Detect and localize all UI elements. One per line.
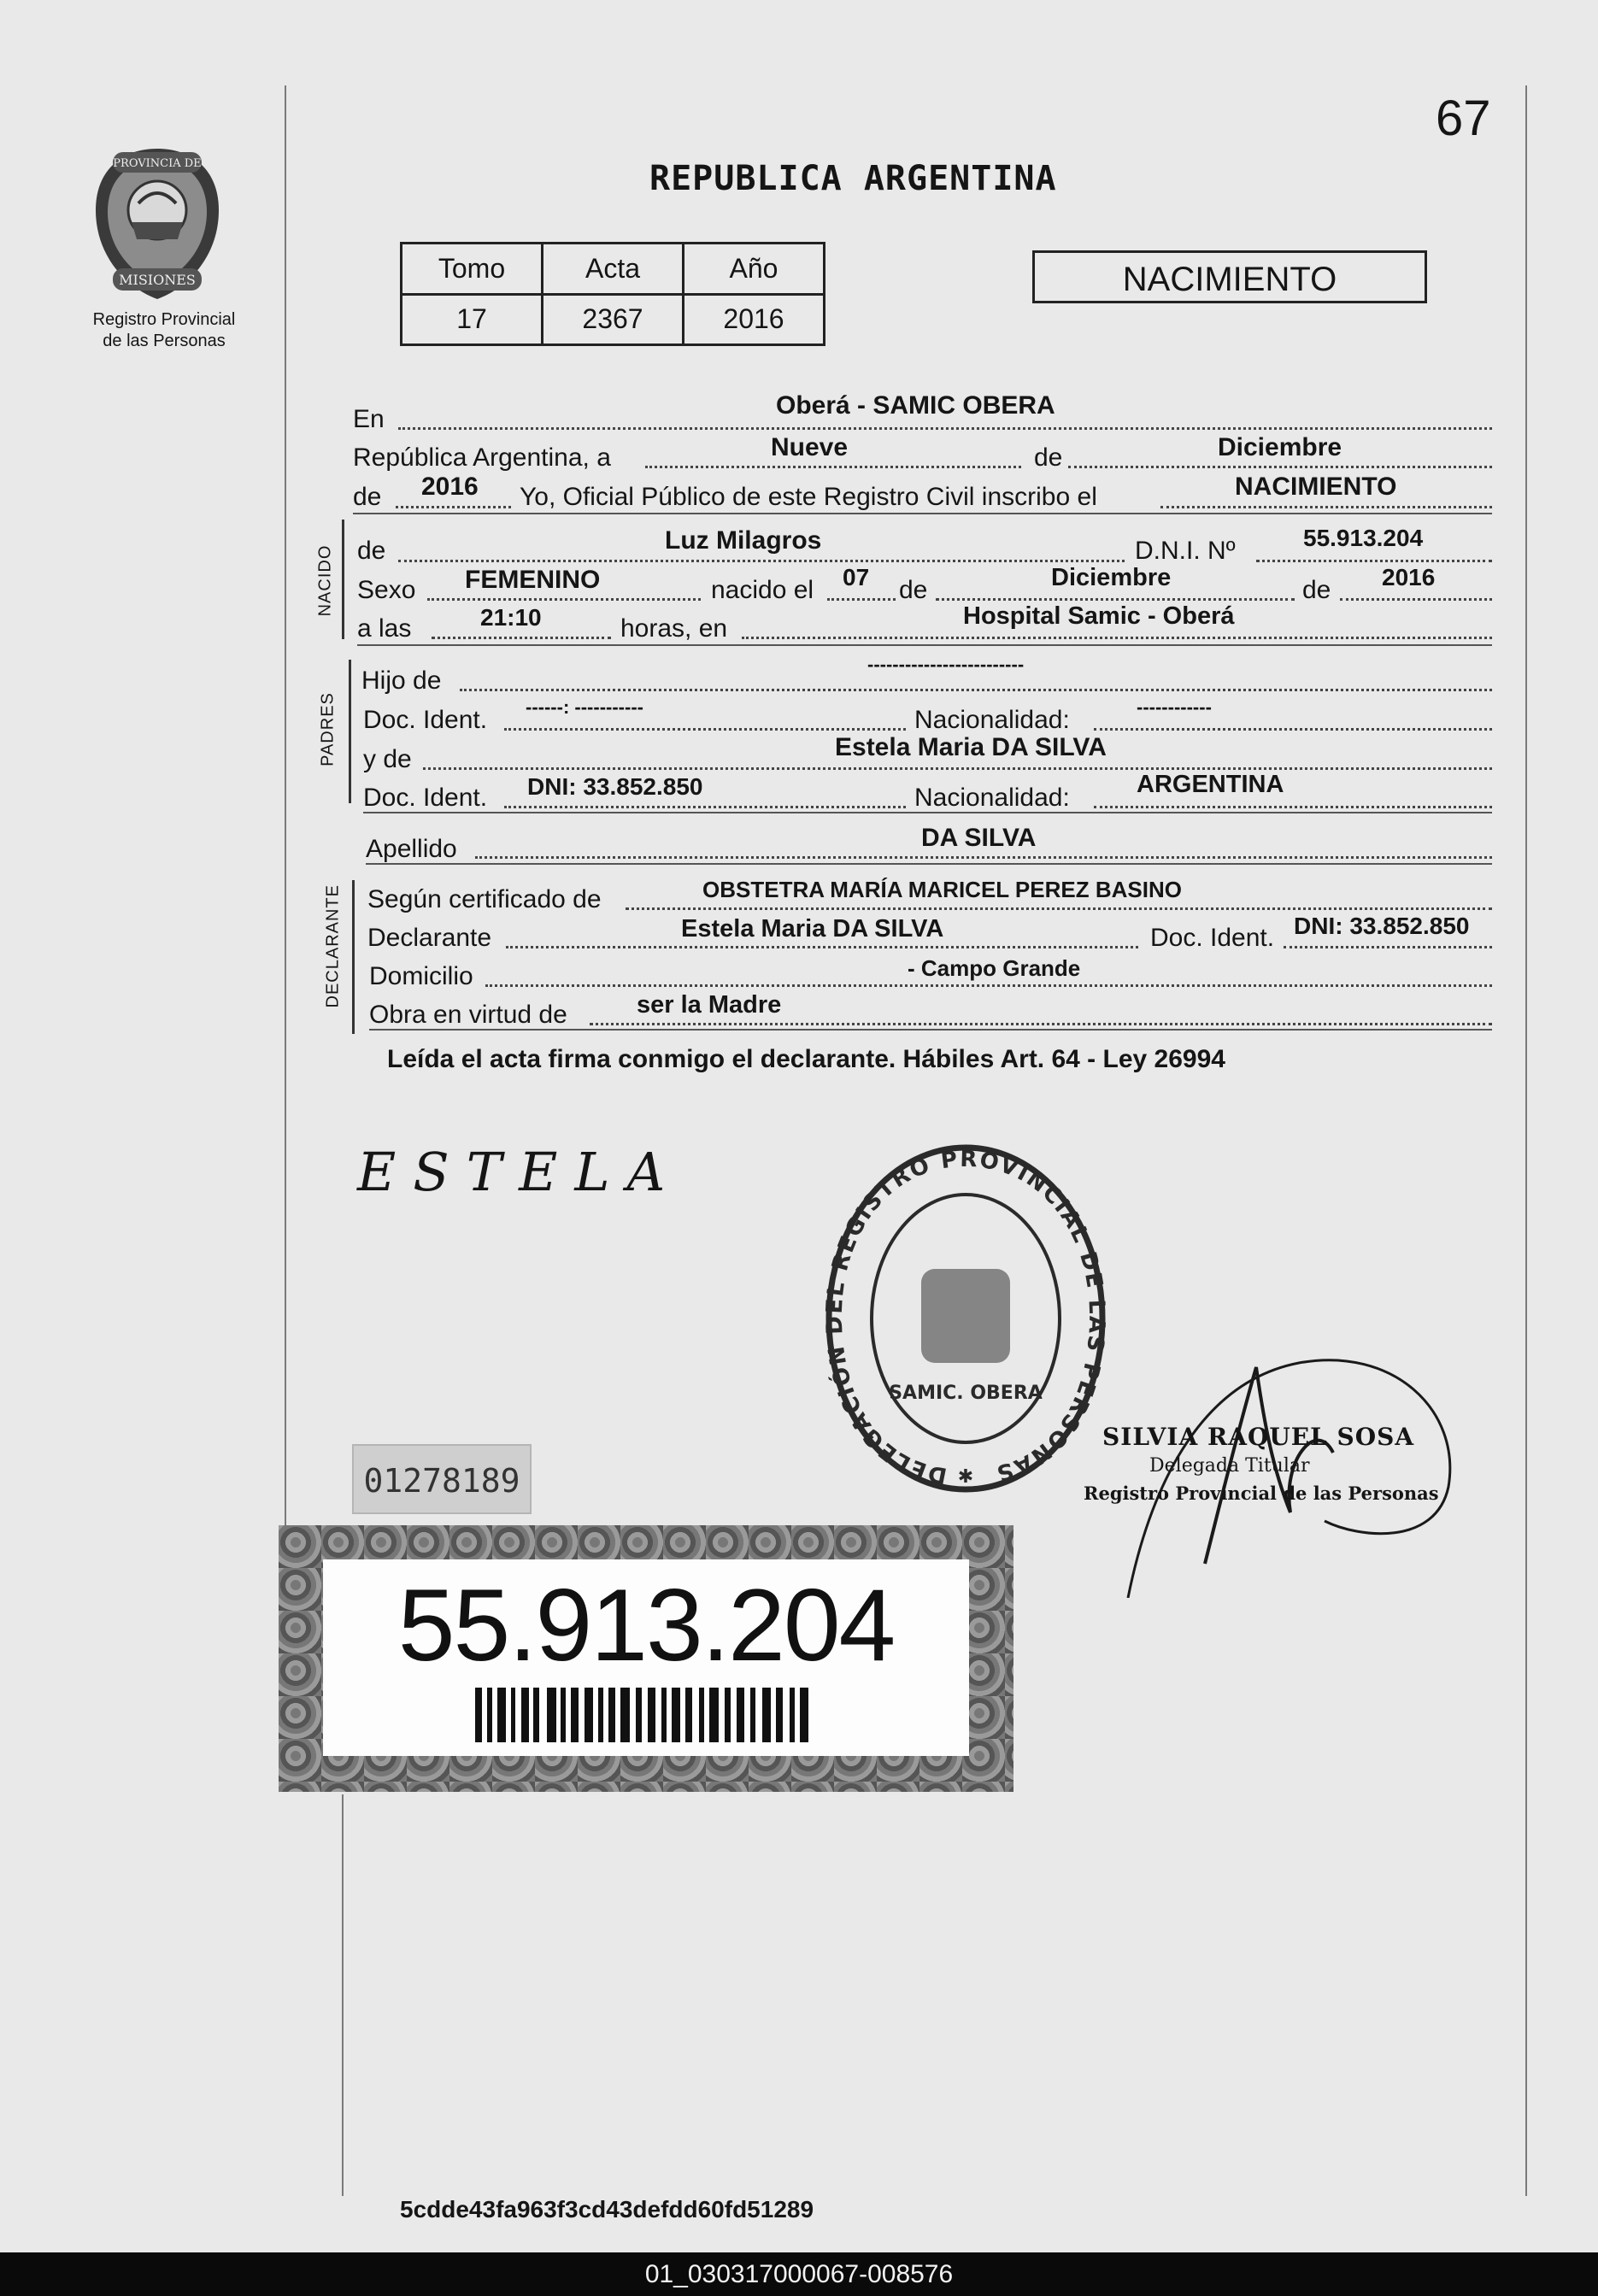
mother-nationality: ARGENTINA	[1137, 771, 1284, 798]
footer-bar	[0, 2252, 1598, 2296]
declarante-label: Declarante	[367, 924, 492, 952]
a-las-label: a las	[357, 614, 412, 643]
father-doc: ------: -----------	[526, 696, 643, 718]
domicilio-line	[485, 984, 1492, 987]
republica-label: República Argentina, a	[353, 443, 611, 472]
stamp-ring-text: DELEGACIÓN DEL REGISTRO PROVINCIAL DE LAS PERSONAS	[821, 1146, 1110, 1489]
seal-top-text: PROVINCIA DE	[113, 157, 202, 170]
barcode	[475, 1688, 817, 1742]
declarant-signature: ESTELA	[357, 1141, 683, 1203]
certificado-line	[626, 907, 1492, 910]
record-table-header: Tomo	[402, 244, 543, 295]
birth-de-label-year: de	[1302, 576, 1331, 604]
nacido-el-label: nacido el	[711, 576, 814, 604]
dni-label: D.N.I. Nº	[1135, 537, 1236, 565]
horas-label: horas, en	[620, 614, 728, 643]
birth-time: 21:10	[480, 604, 542, 631]
document-hash: 5cdde43fa963f3cd43defdd60fd51289	[400, 2196, 814, 2223]
seal-bottom-text: MISIONES	[119, 272, 196, 288]
domicilio-value: - Campo Grande	[908, 955, 1081, 981]
stamp-center-text: SAMIC. OBERA	[889, 1383, 1043, 1404]
de-label: de	[1034, 443, 1063, 472]
obra-line	[590, 1023, 1492, 1025]
registration-year: 2016	[421, 473, 479, 501]
father-nationality-label: Nacionalidad:	[914, 706, 1070, 734]
apellido-line	[475, 856, 1492, 859]
padres-underline	[363, 812, 1492, 813]
mother-name: Estela Maria DA SILVA	[835, 733, 1107, 761]
nacido-section-label: NACIDO	[315, 544, 335, 617]
birth-day: 07	[843, 564, 870, 590]
father-line	[460, 689, 1492, 691]
father-doc-label: Doc. Ident.	[363, 706, 488, 734]
closing-statement: Leída el acta firma conmigo el declarante. Hábiles Art. 64 - Ley 26994	[387, 1045, 1225, 1073]
day-line	[645, 466, 1021, 468]
en-label: En	[353, 405, 385, 433]
right-margin-line	[1525, 85, 1527, 2196]
record-type-box: NACIMIENTO	[1032, 250, 1427, 303]
obra-value: ser la Madre	[637, 991, 782, 1019]
dni-sticker-number: 55.913.204	[397, 1568, 895, 1682]
declarante-section-label: DECLARANTE	[323, 884, 343, 1008]
birth-de-label: de	[899, 576, 928, 604]
declarante-line	[506, 946, 1138, 948]
footer-id: 01_030317000067-008576	[644, 2260, 954, 2288]
padres-section-bar	[349, 660, 351, 803]
serial-label: 01278189	[352, 1444, 532, 1514]
record-table-header: Acta	[543, 244, 684, 295]
mother-doc-label: Doc. Ident.	[363, 784, 488, 812]
declarante-name: Estela Maria DA SILVA	[681, 915, 944, 942]
hijo-de-label: Hijo de	[361, 666, 442, 695]
apellido-value: DA SILVA	[921, 824, 1037, 852]
registry-caption-line1: Registro Provincial	[92, 310, 236, 329]
birth-year: 2016	[1382, 564, 1436, 590]
certificado-label: Según certificado de	[367, 885, 602, 913]
page-number: 67	[1436, 91, 1491, 146]
birth-place-line	[742, 637, 1492, 639]
sexo-line	[427, 598, 701, 601]
place-line	[398, 427, 1492, 430]
sexo-label: Sexo	[357, 576, 416, 604]
father-nationality: ------------	[1137, 696, 1212, 718]
record-table	[400, 242, 825, 346]
y-de-label: y de	[363, 745, 412, 773]
registry-caption	[79, 309, 250, 352]
official-stamp	[820, 1132, 1111, 1508]
official-title: Delegada Titular	[1149, 1455, 1310, 1477]
left-margin-line	[285, 85, 286, 1530]
nacido-section-bar	[342, 520, 344, 639]
intro-underline	[353, 513, 1492, 514]
declarante-doc-line	[1284, 946, 1492, 948]
child-name: Luz Milagros	[665, 526, 822, 555]
act-type: NACIMIENTO	[1235, 473, 1397, 501]
father-name: -------------------------	[867, 654, 1025, 675]
record-table-value: 2367	[543, 294, 684, 345]
obra-label: Obra en virtud de	[369, 1001, 567, 1029]
nacido-underline	[357, 644, 1492, 646]
father-nationality-line	[1094, 728, 1492, 731]
dni-line	[1256, 560, 1492, 562]
month-line	[1068, 466, 1492, 468]
father-doc-line	[504, 728, 906, 731]
record-table-value: 2016	[684, 294, 825, 345]
svg-text:✱: ✱	[957, 1465, 974, 1487]
child-sex: FEMENINO	[465, 566, 601, 594]
birth-day-line	[827, 598, 896, 601]
registry-caption-line2: de las Personas	[103, 332, 226, 350]
certificado-value: OBSTETRA MARÍA MARICEL PEREZ BASINO	[702, 877, 1182, 902]
apellido-underline	[366, 863, 1492, 865]
registration-place: Oberá - SAMIC OBERA	[776, 391, 1055, 420]
time-line	[432, 637, 611, 639]
apellido-label: Apellido	[366, 835, 457, 863]
record-table-value-row	[402, 294, 825, 345]
birth-place: Hospital Samic - Oberá	[963, 602, 1235, 630]
registration-month: Diciembre	[1218, 433, 1342, 461]
nacido-de-label: de	[357, 537, 386, 565]
mother-nationality-line	[1094, 806, 1492, 808]
birth-year-line	[1340, 598, 1492, 601]
birth-month: Diciembre	[1051, 564, 1172, 591]
year-line	[396, 506, 511, 508]
mother-nationality-label: Nacionalidad:	[914, 784, 1070, 812]
record-table-header-row	[402, 244, 825, 295]
declarante-doc-label: Doc. Ident.	[1150, 924, 1275, 952]
act-type-line	[1160, 506, 1492, 508]
official-office: Registro Provincial de las Personas	[1084, 1483, 1439, 1504]
official-name: SILVIA RAQUEL SOSA	[1102, 1423, 1415, 1451]
domicilio-label: Domicilio	[369, 962, 473, 990]
birth-month-line	[936, 598, 1295, 601]
padres-section-label: PADRES	[318, 692, 338, 766]
record-table-value: 17	[402, 294, 543, 345]
mother-doc-line	[504, 806, 906, 808]
de-label-year: de	[353, 483, 382, 511]
declarante-doc: DNI: 33.852.850	[1294, 913, 1470, 939]
declarante-underline	[369, 1029, 1492, 1031]
registration-day: Nueve	[771, 433, 849, 461]
dni-sticker-label	[323, 1559, 969, 1756]
child-dni: 55.913.204	[1303, 525, 1424, 551]
record-table-header: Año	[684, 244, 825, 295]
declarante-section-bar	[352, 880, 355, 1034]
left-margin-line-lower	[342, 1794, 344, 2196]
child-name-line	[398, 560, 1125, 562]
mother-doc: DNI: 33.852.850	[527, 773, 703, 800]
yo-text: Yo, Oficial Público de este Registro Civil inscribo el	[520, 483, 1097, 511]
coat-of-arms-emblem	[89, 144, 226, 304]
dni-sticker	[279, 1525, 1013, 1792]
country-title: REPUBLICA ARGENTINA	[649, 159, 1057, 198]
mother-line	[423, 767, 1492, 770]
